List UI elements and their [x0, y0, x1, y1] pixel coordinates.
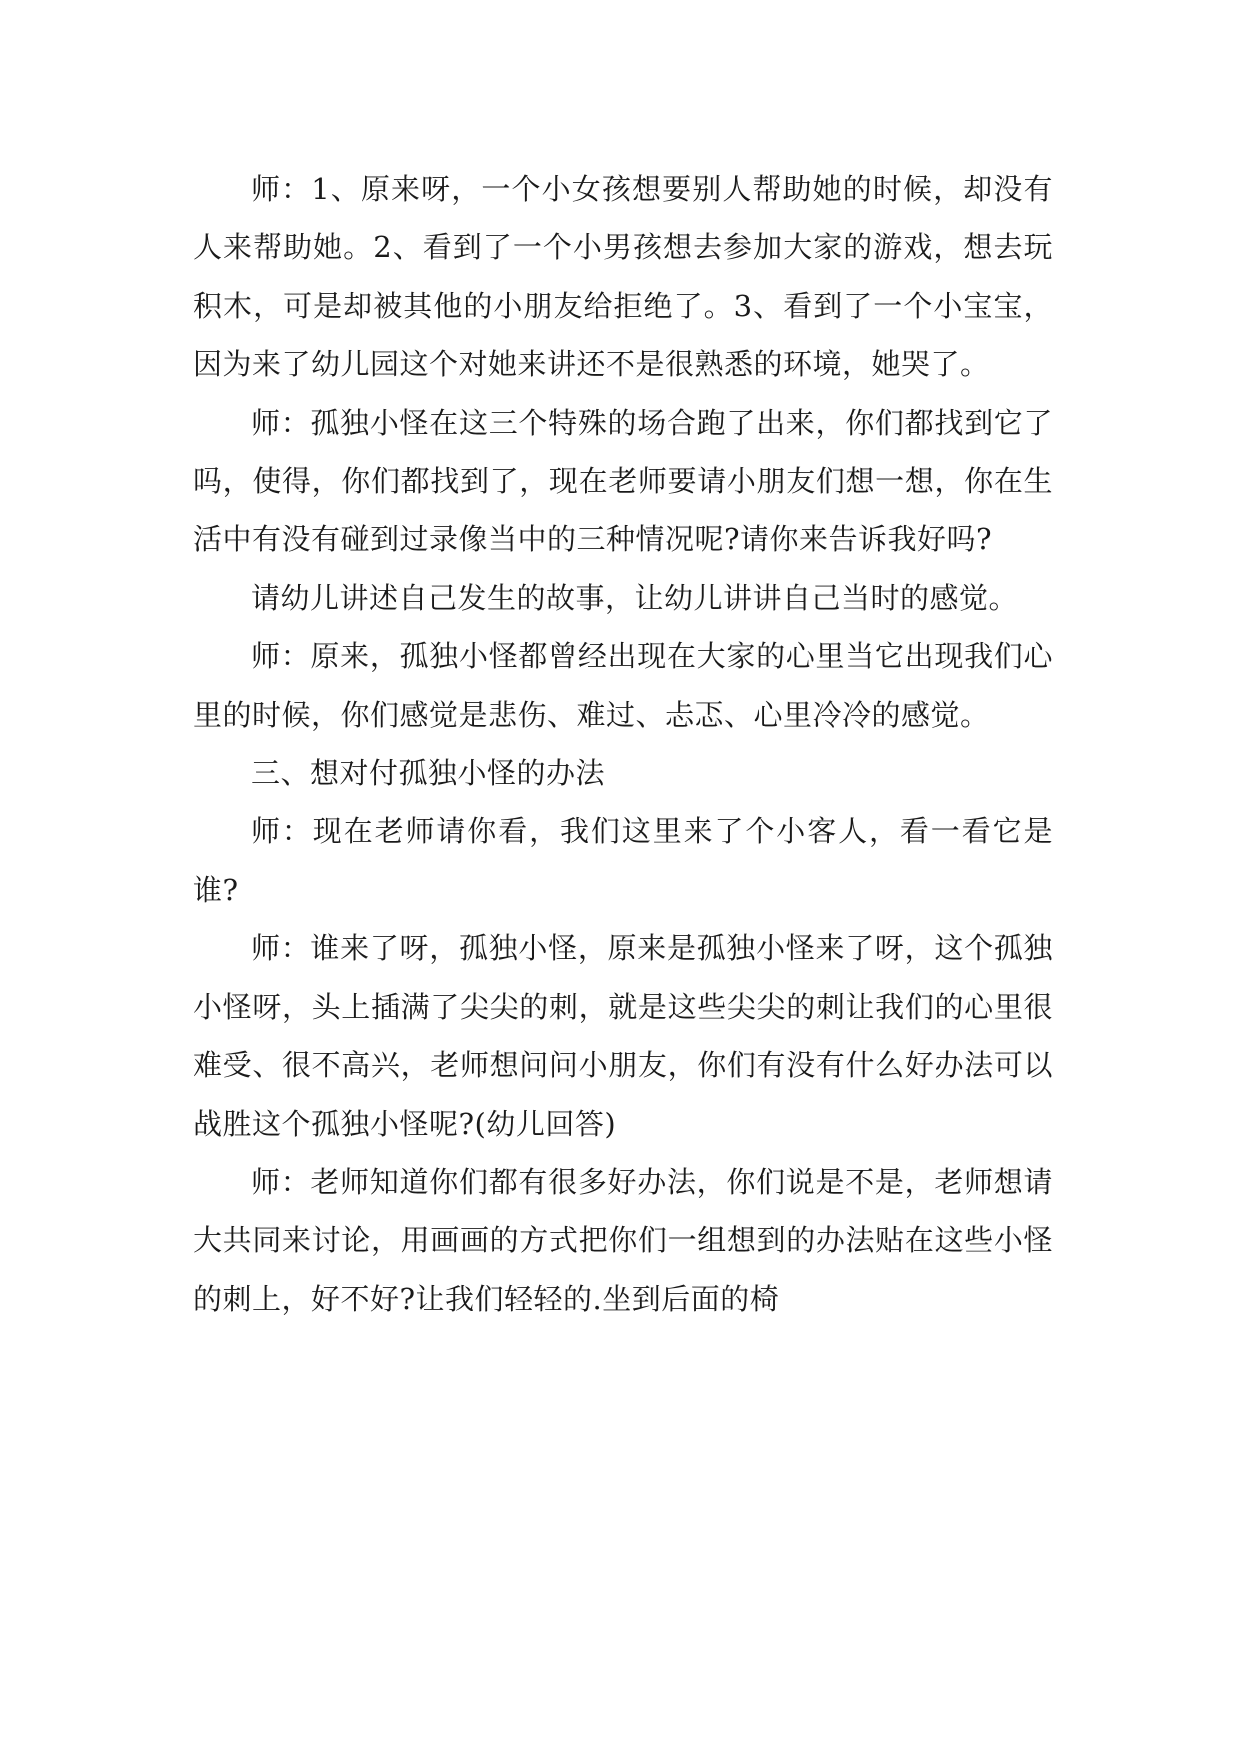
paragraph: 师：现在老师请你看，我们这里来了个小客人，看一看它是谁? — [193, 814, 1053, 907]
paragraph: 师：谁来了呀，孤独小怪，原来是孤独小怪来了呀，这个孤独小怪呀，头上插满了尖尖的刺，就是这些尖尖的刺让我们的心里很难受、很不高兴，老师想问问小朋友，你们有没有什么好办法可以战胜这个孤独小怪呢?(幼儿回答) — [193, 931, 1053, 1141]
paragraph: 师：孤独小怪在这三个特殊的场合跑了出来，你们都找到它了吗，使得，你们都找到了，现在老师要请小朋友们想一想，你在生活中有没有碰到过录像当中的三种情况呢?请你来告诉我好吗? — [193, 405, 1053, 557]
paragraph: 师：1、原来呀，一个小女孩想要别人帮助她的时候，却没有人来帮助她。2、看到了一个小男孩想去参加大家的游戏，想去玩积木，可是却被其他的小朋友给拒绝了。3、看到了一个小宝宝，因为来了幼儿园这个对她来讲还不是很熟悉的环境，她哭了。 — [193, 172, 1053, 382]
paragraph: 师：原来，孤独小怪都曾经出现在大家的心里当它出现我们心里的时候，你们感觉是悲伤、难过、忐忑、心里冷冷的感觉。 — [193, 639, 1053, 732]
paragraph: 师：老师知道你们都有很多好办法，你们说是不是，老师想请大共同来讨论，用画画的方式把你们一组想到的办法贴在这些小怪的刺上，好不好?让我们轻轻的.坐到后面的椅 — [193, 1164, 1053, 1316]
document-page — [193, 160, 1053, 1328]
section-heading: 三、想对付孤独小怪的办法 — [251, 756, 606, 791]
paragraph: 请幼儿讲述自己发生的故事，让幼儿讲讲自己当时的感觉。 — [251, 580, 1019, 615]
